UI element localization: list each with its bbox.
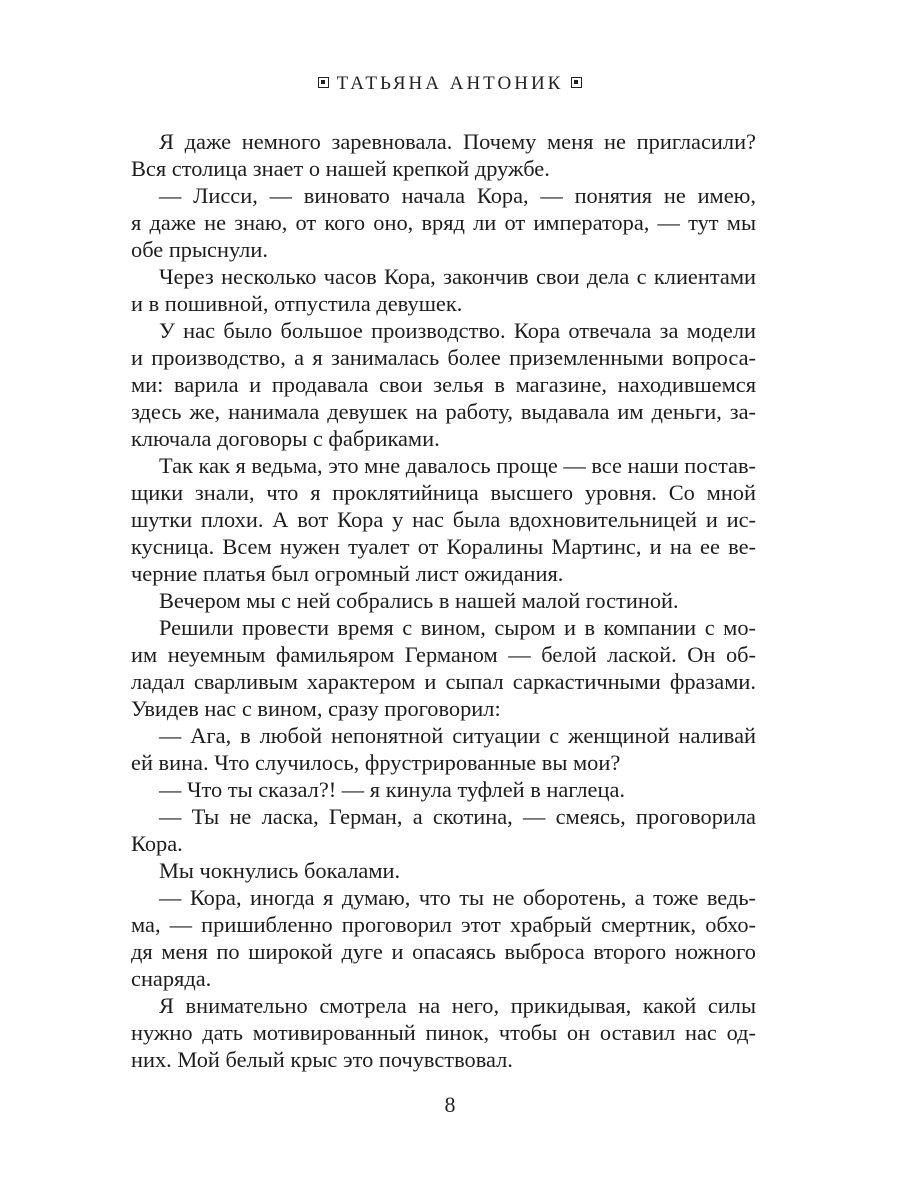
- text-line: Так как я ведьма, это мне давалось проще — все наши постав-: [159, 453, 756, 478]
- text-line: Вечером мы с ней собрались в нашей малой гостиной.: [159, 588, 679, 613]
- paragraph: [131, 182, 756, 263]
- text-line: нужно дать мотивированный пинок, чтобы он оставил нас од-: [131, 1020, 756, 1045]
- text-line: ей вина. Что случилось, фрустрированные вы мои?: [131, 750, 621, 775]
- text-line: здесь же, нанимала девушек на работу, выдавала им деньги, за-: [131, 399, 756, 424]
- text-line: ма, — пришибленно проговорил этот храбрый смертник, обхо-: [131, 912, 756, 937]
- paragraph: [131, 614, 756, 722]
- paragraph: [131, 803, 756, 857]
- text-line: им неуемным фамильяром Германом — белой лаской. Он об-: [131, 642, 756, 667]
- running-head: [0, 72, 900, 96]
- paragraph: [131, 857, 756, 884]
- text-line: Мы чокнулись бокалами.: [159, 858, 401, 883]
- text-line: щики знали, что я проклятийница высшего уровня. Со мной: [131, 480, 756, 505]
- text-line: черние платья был огромный лист ожидания.: [131, 561, 564, 586]
- text-line: — Что ты сказал?! — я кинула туфлей в наглеца.: [159, 777, 625, 802]
- text-line: дя меня по широкой дуге и опасаясь выброса второго ножного: [131, 939, 756, 964]
- text-line: ми: варила и продавала свои зелья в магазине, находившемся: [131, 372, 756, 397]
- paragraph: [131, 992, 756, 1073]
- ornament-icon: [318, 77, 329, 88]
- body-text: [131, 128, 756, 1073]
- text-line: снаряда.: [131, 966, 212, 991]
- paragraph: [131, 587, 756, 614]
- paragraph: [131, 776, 756, 803]
- text-line: — Ты не ласка, Герман, а скотина, — смеясь, проговорила: [159, 804, 756, 829]
- text-line: обе прыснули.: [131, 237, 268, 262]
- text-line: — Ага, в любой непонятной ситуации с женщиной наливай: [159, 723, 756, 748]
- text-line: и в пошивной, отпустила девушек.: [131, 291, 463, 316]
- paragraph: [131, 128, 756, 182]
- paragraph: [131, 722, 756, 776]
- text-line: Кора.: [131, 831, 183, 856]
- text-line: Решили провести время с вином, сыром и в компании с мо-: [159, 615, 756, 640]
- ornament-icon: [571, 77, 582, 88]
- paragraph: [131, 452, 756, 587]
- text-line: кусница. Всем нужен туалет от Коралины Мартинс, и на ее ве-: [131, 534, 756, 559]
- text-line: я даже не знаю, от кого оно, вряд ли от императора, — тут мы: [131, 210, 756, 235]
- text-line: Вся столица знает о нашей крепкой дружбе.: [131, 156, 550, 181]
- author-name: ТАТЬЯНА АНТОНИК: [336, 73, 564, 94]
- text-line: ключала договоры с фабриками.: [131, 426, 440, 451]
- text-line: Увидев нас с вином, сразу проговорил:: [131, 696, 501, 721]
- paragraph: [131, 884, 756, 992]
- paragraph: [131, 263, 756, 317]
- text-line: — Кора, иногда я думаю, что ты не оборотень, а тоже ведь-: [159, 885, 756, 910]
- text-line: — Лисси, — виновато начала Кора, — понятия не имею,: [159, 183, 756, 208]
- page-number: 8: [444, 1092, 456, 1117]
- text-line: них. Мой белый крыс это почувствовал.: [131, 1047, 513, 1072]
- text-line: ладал сварливым характером и сыпал саркастичными фразами.: [131, 669, 756, 694]
- text-line: Я внимательно смотрела на него, прикидывая, какой силы: [159, 993, 756, 1018]
- text-line: и производство, а я занималась более приземленными вопроса-: [131, 345, 756, 370]
- text-line: У нас было большое производство. Кора отвечала за модели: [159, 318, 756, 343]
- text-line: Через несколько часов Кора, закончив свои дела с клиентами: [159, 264, 756, 289]
- paragraph: [131, 317, 756, 452]
- text-line: Я даже немного заревновала. Почему меня не пригласили?: [159, 129, 756, 154]
- text-line: шутки плохи. А вот Кора у нас была вдохновительницей и ис-: [131, 507, 756, 532]
